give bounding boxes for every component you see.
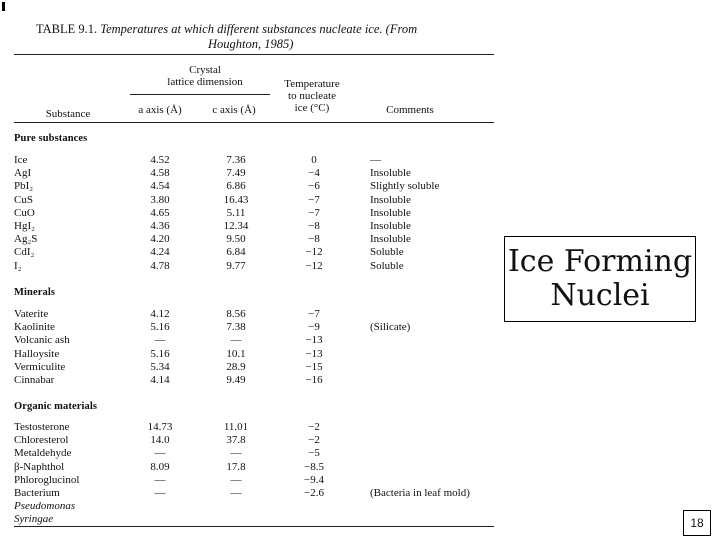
table-row [10,260,500,273]
slide-title [504,236,696,322]
cell-substance: Vermiculite [14,360,66,373]
table-row [10,233,500,246]
cell-a: 14.73 [147,421,173,433]
cell-c: 9.77 [226,259,246,272]
cell-c: 5.11 [226,206,246,219]
cell-comment: Soluble [370,259,404,272]
cell-c: 9.49 [226,374,246,386]
table-caption [36,22,496,52]
caption-source: Houghton, 1985) [208,37,294,51]
cell-a: 4.14 [150,374,170,386]
cell-a: — [154,447,166,460]
cell-comment: Insoluble [370,193,411,206]
cell-t: −12 [305,259,323,272]
cell-t: 0 [311,154,317,166]
cell-t: −7 [308,308,320,320]
corner-mark [2,2,5,11]
header-a-axis: a axis (Å) [138,104,182,116]
cell-c: — [230,334,242,347]
table-row [10,154,500,167]
cell-t: −15 [305,360,323,373]
cell-comment: Slightly soluble [370,180,440,193]
header-comments: Comments [386,104,434,116]
cell-substance: Ag₂S [14,233,38,246]
cell-t: −7 [308,206,320,219]
cell-substance: Halloysite [14,347,60,360]
cell-c: — [230,487,242,499]
cell-a: 5.34 [150,360,170,373]
cell-substance: CuS [14,193,33,206]
cell-t: −7 [308,193,320,206]
cell-c: 17.8 [226,460,246,473]
header-substance: Substance [45,108,91,120]
cell-substance: Volcanic ash [14,334,70,347]
group-minerals: Minerals [14,287,56,298]
table-row [10,207,500,220]
cell-substance: Metaldehyde [14,447,72,460]
cell-t: −9 [308,321,320,334]
cell-comment: Soluble [370,246,404,259]
cell-t: −13 [305,334,323,347]
cell-a: — [154,487,166,499]
cell-t: −12 [305,246,323,259]
top-rule [14,54,494,55]
slide-title-line2: Nuclei [550,278,650,313]
cell-t: −2 [308,434,320,447]
cell-c: 6.84 [226,246,246,259]
crystal-rule [130,94,270,95]
table-row [10,461,500,474]
cell-t: −9.4 [304,473,324,486]
cell-substance: I₂ [14,259,22,272]
cell-c: 9.50 [226,233,246,246]
table-row [10,500,500,513]
table-row [10,321,500,334]
cell-c: 6.86 [226,180,246,193]
table-row [10,308,500,321]
cell-substance: Chloresterol [14,434,69,447]
table-row [10,421,500,434]
cell-t: −4 [308,167,320,180]
cell-comment: Insoluble [370,206,411,219]
cell-a: 14.0 [150,434,170,447]
table-row [10,246,500,259]
cell-a: 8.09 [150,460,170,473]
table-row [10,348,500,361]
cell-a: 5.16 [150,321,170,334]
table-row [10,167,500,180]
table-row [10,434,500,447]
cell-substance: Kaolinite [14,321,55,334]
cell-a: — [154,473,166,486]
cell-a: 4.36 [150,220,170,232]
cell-a: 4.65 [150,206,170,219]
table-figure [10,18,500,538]
cell-a: 4.58 [150,167,170,180]
slide-title-line1: Ice Forming [507,244,693,279]
cell-c: 12.34 [223,220,249,232]
header-temperature: Temperature to nucleate ice (°C) [284,78,340,114]
cell-c: 16.43 [223,193,249,206]
header-crystal: Crystal lattice dimension [167,64,243,88]
cell-a: 5.16 [150,347,170,360]
cell-c: 7.49 [226,167,246,180]
table-row [10,374,500,387]
header-rule [14,122,494,123]
cell-a: 4.52 [150,154,170,166]
cell-substance: CdI₂ [14,246,35,259]
cell-a: 3.80 [150,193,170,206]
cell-substance: HgI₂ [14,220,35,232]
cell-substance: AgI [14,167,32,180]
cell-t: −8 [308,220,320,232]
cell-t: −16 [305,374,323,386]
cell-substance: Ice [14,154,28,166]
cell-a: 4.20 [150,233,170,246]
cell-a: 4.12 [150,308,170,320]
cell-c: 8.56 [226,308,246,320]
cell-t: −13 [305,347,323,360]
cell-c: 7.38 [226,321,246,334]
table-row [10,474,500,487]
header-c-axis: c axis (Å) [212,104,256,116]
cell-c: — [230,473,242,486]
cell-substance: Vaterite [14,308,49,320]
cell-substance: Phloroglucinol [14,473,80,486]
page-number: 18 [683,510,711,536]
cell-comment: — [370,154,381,166]
cell-comment: (Bacteria in leaf mold) [370,487,470,499]
bottom-rule [14,526,494,527]
cell-comment: (Silicate) [370,321,411,334]
caption-lead: TABLE 9.1. [36,22,98,36]
group-organic: Organic materials [14,401,98,412]
cell-c: 10.1 [226,347,246,360]
cell-substance: β-Naphthol [14,460,65,473]
cell-c: — [230,447,242,460]
cell-c: 28.9 [226,360,246,373]
cell-c: 11.01 [223,421,249,433]
table-row [10,180,500,193]
table-row [10,194,500,207]
table-row [10,513,500,526]
cell-t: −8.5 [304,460,324,473]
cell-substance: Bacterium [14,487,60,499]
cell-substance: Syringae [14,513,54,526]
group-pure-substances: Pure substances [14,133,88,144]
cell-a: 4.54 [150,180,170,193]
table-row [10,447,500,460]
table-row [10,487,500,500]
cell-substance: Testosterone [14,421,70,433]
cell-t: −5 [308,447,320,460]
cell-a: 4.24 [150,246,170,259]
cell-comment: Insoluble [370,233,411,246]
cell-substance: Cinnabar [14,374,55,386]
table-row [10,220,500,233]
cell-a: — [154,334,166,347]
cell-substance: CuO [14,206,35,219]
cell-substance: PbI₂ [14,180,34,193]
cell-c: 37.8 [226,434,246,447]
cell-t: −2.6 [304,487,324,499]
caption-text: Temperatures at which different substances nucleate ice. (From [100,22,418,36]
cell-t: −8 [308,233,320,246]
cell-substance: Pseudomonas [14,500,76,513]
table-row [10,334,500,347]
cell-c: 7.36 [226,154,246,166]
cell-t: −6 [308,180,320,193]
cell-a: 4.78 [150,259,170,272]
cell-comment: Insoluble [370,220,411,232]
table-row [10,361,500,374]
cell-t: −2 [308,421,320,433]
cell-comment: Insoluble [370,167,411,180]
